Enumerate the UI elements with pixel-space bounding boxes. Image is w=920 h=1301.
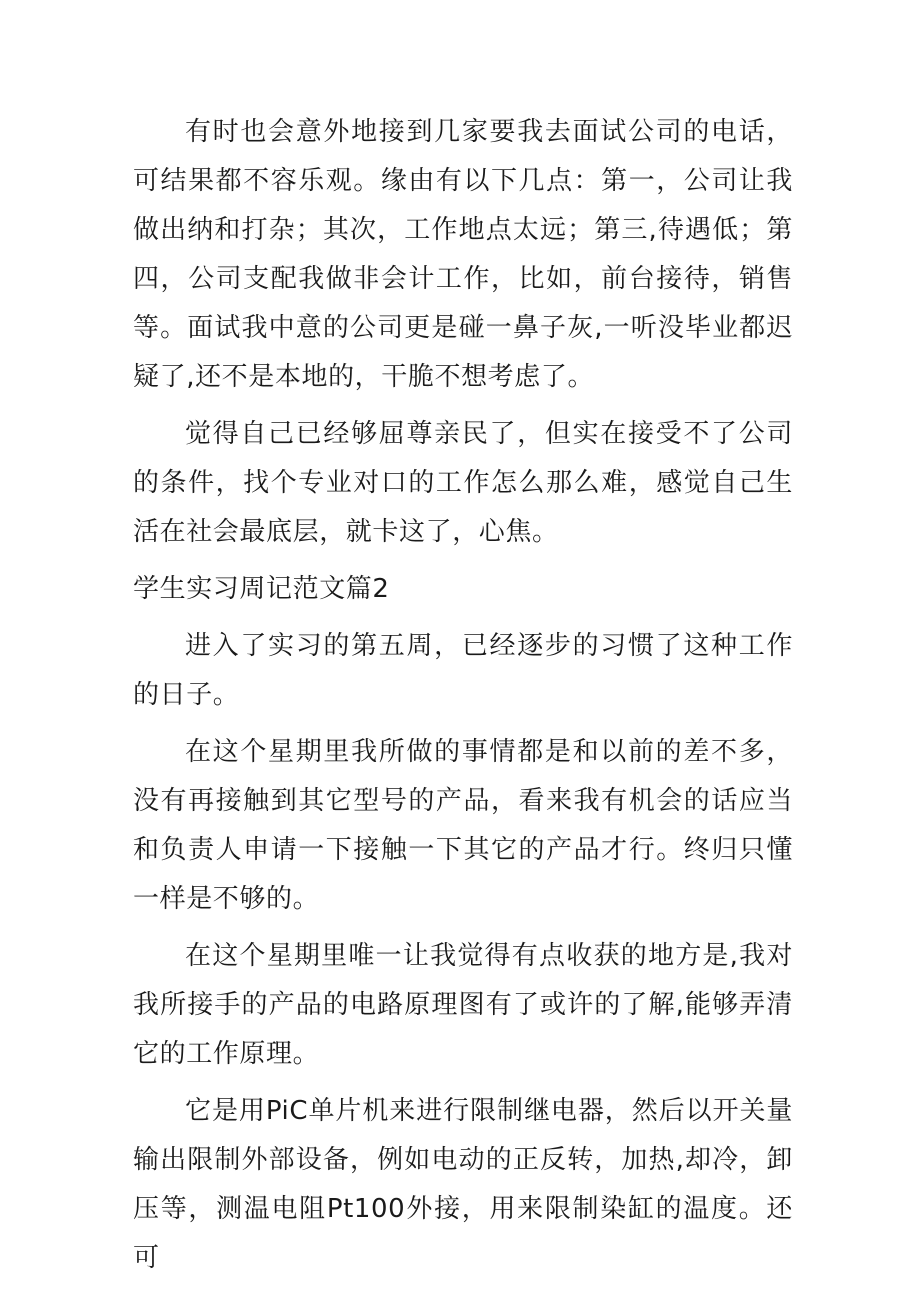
paragraph-circuit-understanding: 在这个星期里唯一让我觉得有点收获的地方是,我对我所接手的产品的电路原理图有了或许的了解,能够弄清它的工作原理。	[133, 941, 793, 1069]
paragraph-same-work: 在这个星期里我所做的事情都是和以前的差不多，没有再接触到其它型号的产品，看来我有机会的话应当和负责人申请一下接触一下其它的产品才行。终归只懂一样是不够的。	[133, 737, 793, 914]
paragraph-feelings: 觉得自己已经够屈尊亲民了，但实在接受不了公司的条件，找个专业对口的工作怎么那么难，感觉自己生活在社会最底层，就卡这了，心焦。	[133, 419, 793, 547]
paragraph-interview-calls: 有时也会意外地接到几家要我去面试公司的电话，可结果都不容乐观。缘由有以下几点：第一，公司让我做出纳和打杂；其次，工作地点太远；第三,待遇低；第四，公司支配我做非会计工作，比如，前台接待，销售等。面试我中意的公司更是碰一鼻子灰,一听没毕业都迟疑了,还不是本地的，干脆不想考虑了。	[133, 117, 793, 392]
document-body	[133, 108, 793, 1291]
section-heading: 学生实习周记范文篇2	[133, 574, 390, 604]
paragraph-pic-controller: 它是用PiC单片机来进行限制继电器，然后以开关量输出限制外部设备，例如电动的正反转，加热,却冷，卸压等，测温电阻Pt100外接，用来限制染缸的温度。还可	[133, 1096, 793, 1273]
paragraph-fifth-week: 进入了实习的第五周，已经逐步的习惯了这种工作的日子。	[133, 631, 793, 710]
